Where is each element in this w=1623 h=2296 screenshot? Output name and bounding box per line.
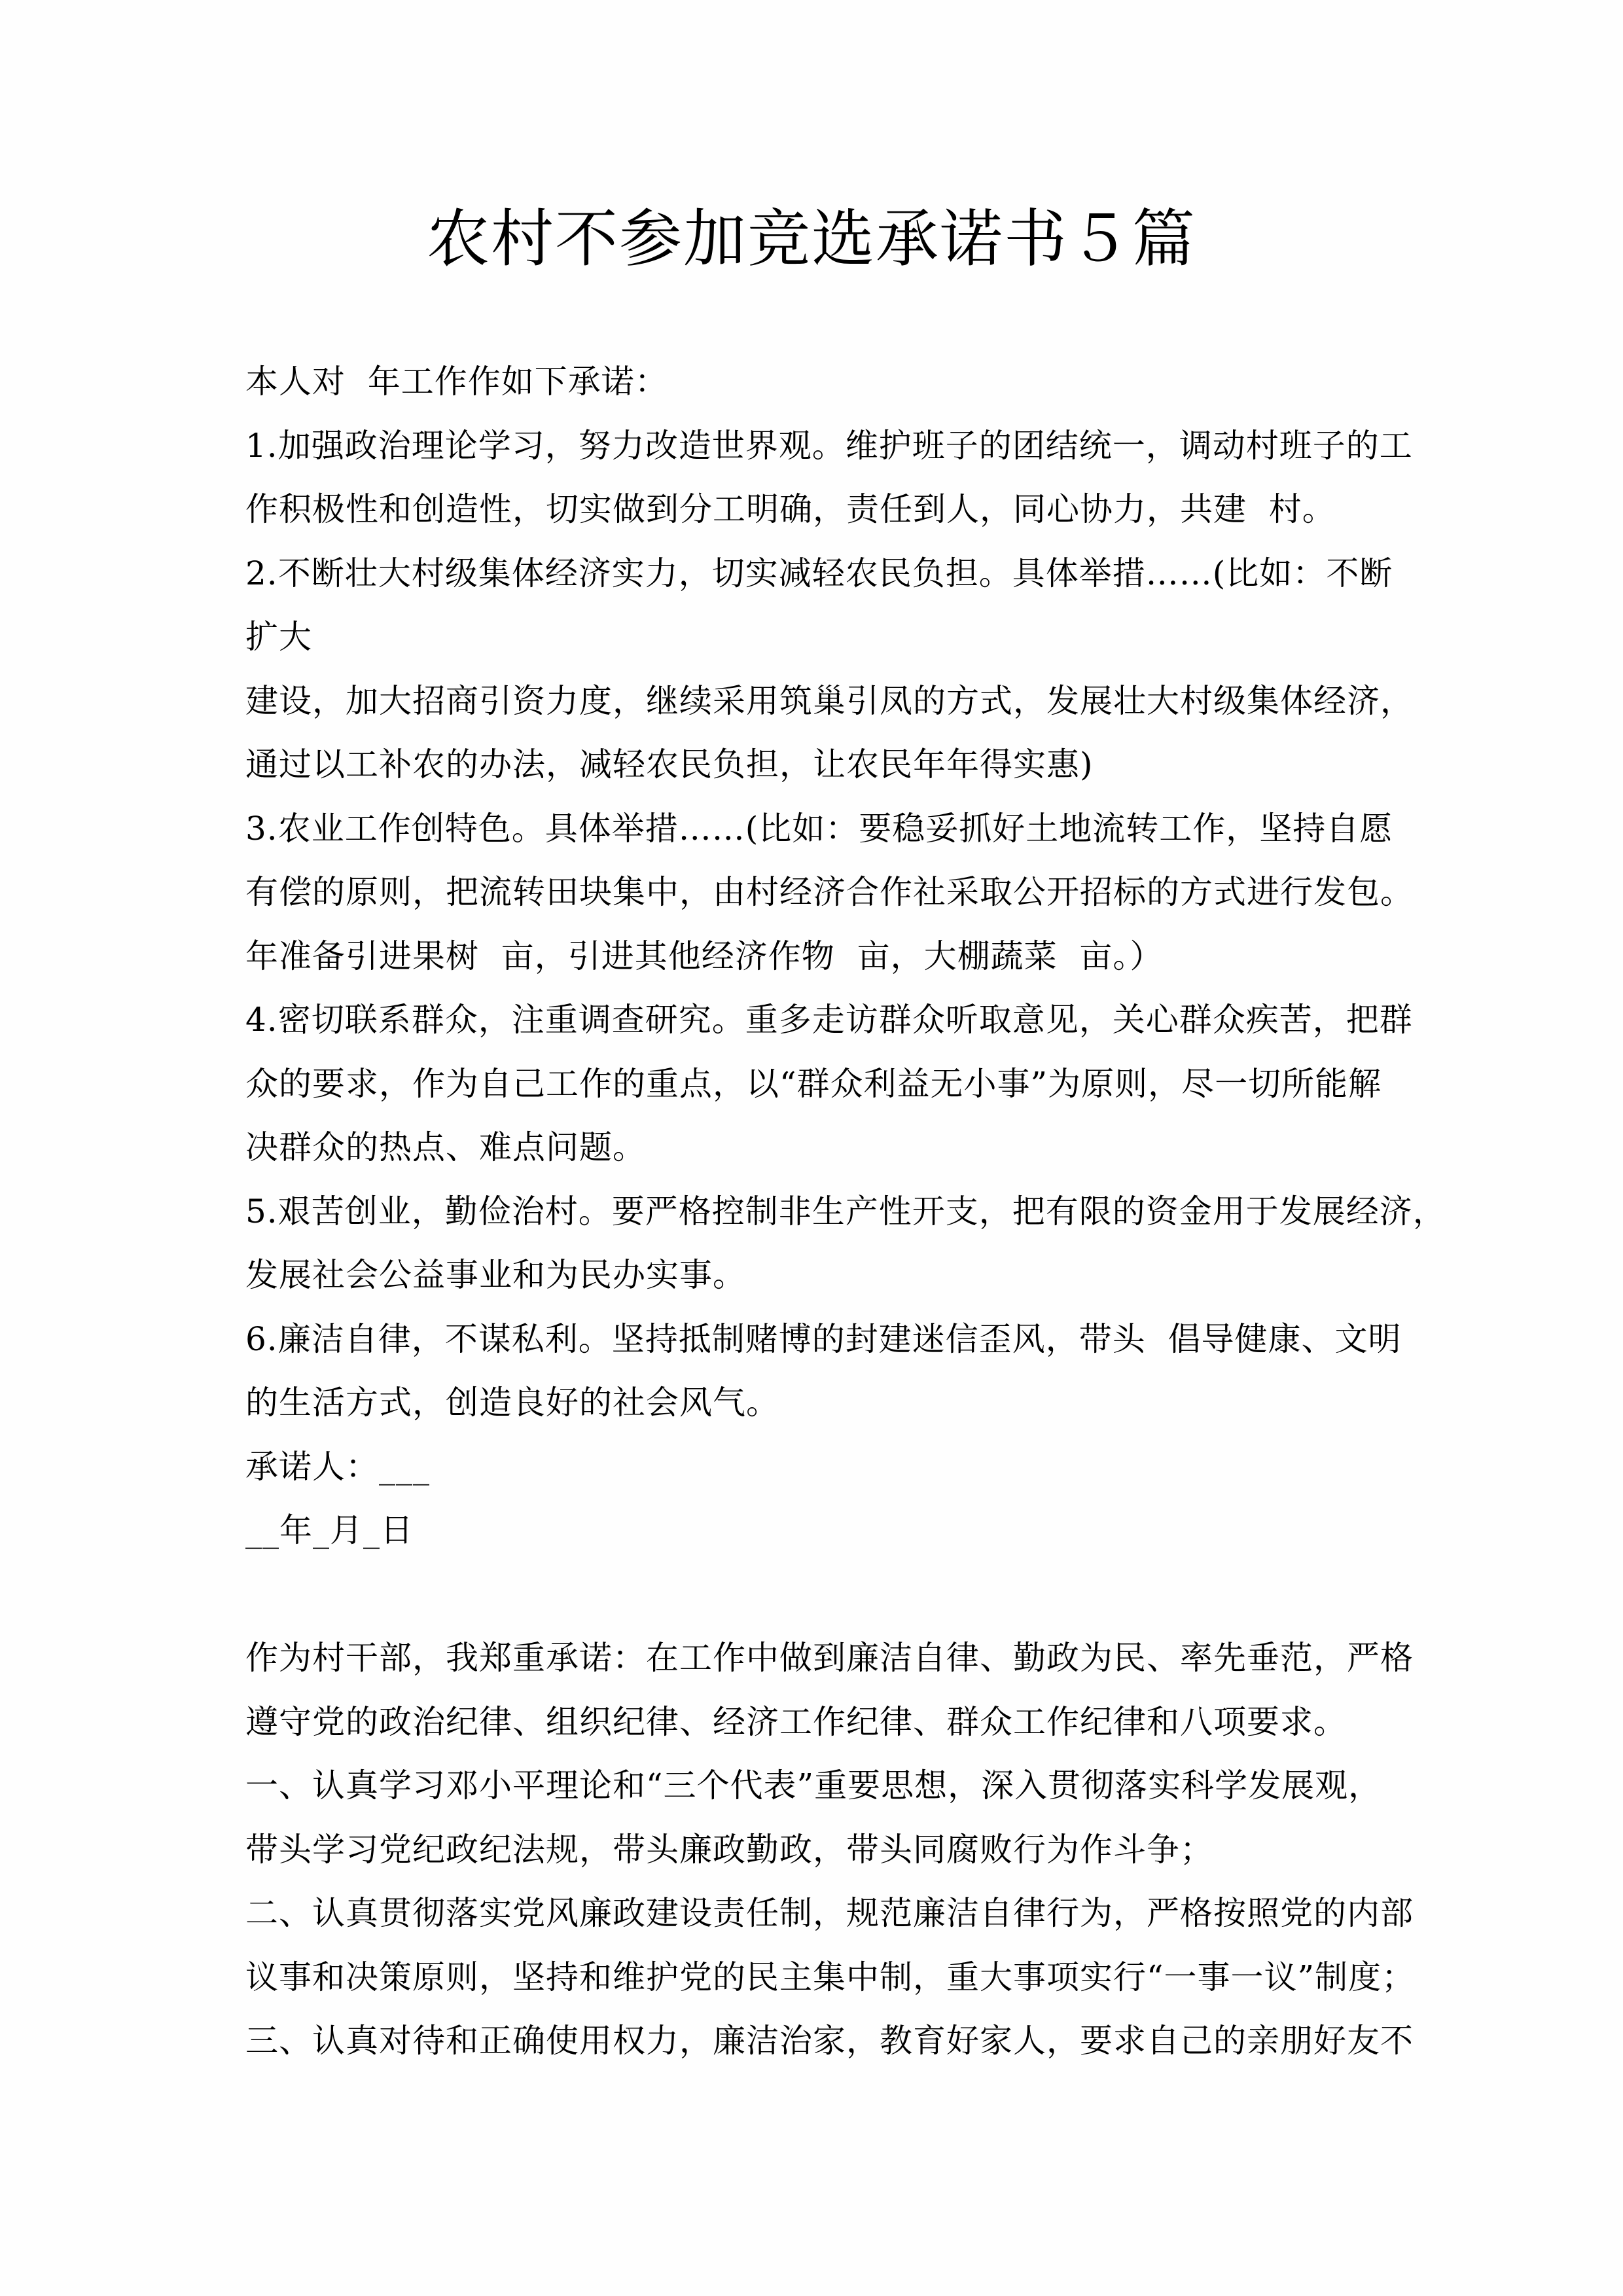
commitment-section-1 — [245, 350, 1446, 1563]
paragraph-line: 3.农业工作创特色。具体举措……(比如：要稳妥抓好土地流转工作，坚持自愿 — [245, 809, 1393, 848]
paragraph-line: 作为村干部，我郑重承诺：在工作中做到廉洁自律、勤政为民、率先垂范，严格 — [245, 1639, 1414, 1677]
paragraph-line: 建设，加大招商引资力度，继续采用筑巢引凤的方式，发展壮大村级集体经济， — [245, 681, 1414, 720]
paragraph-line: 5.艰苦创业，勤俭治村。要严格控制非生产性开支，把有限的资金用于发展经济， — [245, 1192, 1446, 1230]
date-line: __年_月_日 — [245, 1511, 414, 1549]
paragraph-line: 遵守党的政治纪律、组织纪律、经济工作纪律、群众工作纪律和八项要求。 — [245, 1702, 1347, 1741]
paragraph-line: 二、认真贯彻落实党风廉政建设责任制，规范廉洁自律行为，严格按照党的内部 — [245, 1894, 1414, 1932]
paragraph-line: 的生活方式，创造良好的社会风气。 — [245, 1384, 779, 1422]
paragraph-line: 三、认真对待和正确使用权力，廉洁治家，教育好家人，要求自己的亲朋好友不 — [245, 2022, 1414, 2060]
paragraph-line: 4.密切联系群众，注重调查研究。重多走访群众听取意见，关心群众疾苦，把群 — [245, 1001, 1413, 1039]
intro-line: 本人对 年工作作如下承诺： — [245, 363, 668, 401]
paragraph-line: 6.廉洁自律，不谋私利。坚持抵制赌博的封建迷信歪风，带头 倡导健康、文明 — [245, 1319, 1402, 1358]
paragraph-line: 2.不断壮大村级集体经济实力，切实减轻农民负担。具体举措……(比如：不断 — [245, 554, 1393, 592]
paragraph-line: 有偿的原则，把流转田块集中，由村经济合作社采取公开招标的方式进行发包。 — [245, 873, 1414, 911]
paragraph-line: 通过以工补农的办法，减轻农民负担，让农民年年得实惠) — [245, 745, 1094, 783]
document-body — [245, 350, 1446, 2073]
paragraph-line: 决群众的热点、难点问题。 — [245, 1128, 646, 1166]
paragraph-line: 众的要求，作为自己工作的重点，以“群众利益无小事”为原则，尽一切所能解 — [245, 1064, 1382, 1103]
signature-line: 承诺人：___ — [245, 1447, 430, 1486]
paragraph-line: 带头学习党纪政纪法规，带头廉政勤政，带头同腐败行为作斗争； — [245, 1830, 1213, 1869]
paragraph-line: 议事和决策原则，坚持和维护党的民主集中制，重大事项实行“一事一议”制度； — [245, 1958, 1416, 1996]
paragraph-line: 一、认真学习邓小平理论和“三个代表”重要思想，深入贯彻落实科学发展观， — [245, 1767, 1382, 1804]
paragraph-line: 年准备引进果树 亩，引进其他经济作物 亩，大棚蔬菜 亩。） — [245, 937, 1164, 975]
paragraph-line: 作积极性和创造性，切实做到分工明确，责任到人，同心协力，共建 村。 — [245, 490, 1336, 528]
paragraph-line: 扩大 — [245, 618, 312, 656]
document-title: 农村不参加竞选承诺书５篇 — [427, 202, 1196, 276]
paragraph-line: 发展社会公益事业和为民办实事。 — [245, 1256, 746, 1294]
commitment-section-2 — [245, 1626, 1416, 2073]
section-spacer — [245, 1563, 1384, 1627]
paragraph-line: 1.加强政治理论学习，努力改造世界观。维护班子的团结统一，调动村班子的工 — [245, 426, 1413, 465]
